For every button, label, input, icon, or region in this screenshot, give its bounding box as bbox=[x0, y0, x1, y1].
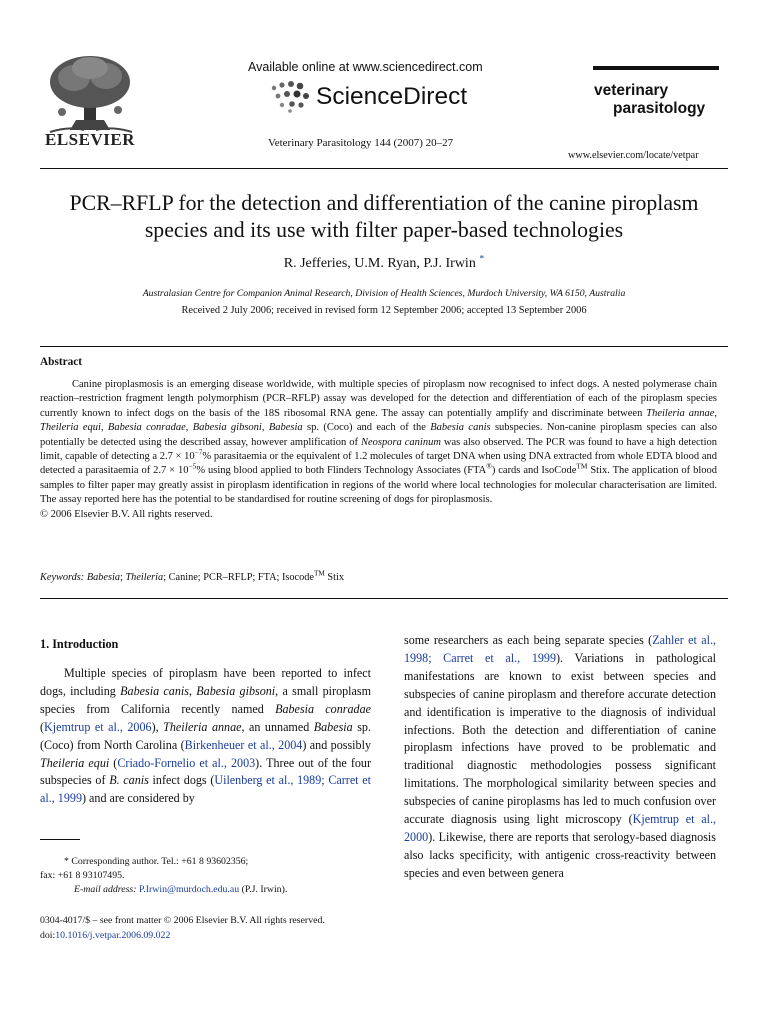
doi-link[interactable]: 10.1016/j.vetpar.2006.09.022 bbox=[55, 930, 171, 941]
reference-link[interactable]: Uilenberg et al., 1989; Carret et al., 1999 bbox=[40, 773, 371, 806]
available-online-text: Available online at www.sciencedirect.com bbox=[248, 60, 483, 74]
abstract-divider bbox=[40, 346, 728, 347]
journal-citation: Veterinary Parasitology 144 (2007) 20–27 bbox=[268, 137, 454, 149]
footnote-line: fax: +61 8 93107495. bbox=[40, 870, 125, 882]
journal-name-line2: parasitology bbox=[613, 100, 706, 117]
reference-link[interactable]: Birkenheuer et al., 2004 bbox=[184, 737, 303, 752]
intro-paragraph-continued: some researchers as each being separate species (Zahler et al., 1998; Carret et al., 1999). Variations in pathological manifestations are known to exist between species and subspecies of canine piroplasm and therefore accurate detection and identification is imperative to the diagnosis of individual infections. Both the detection and differentiation of canine piroplasm infections have proved to be problematic and traditional diagnostic methodologies possess significant limitations. The morphological similarity between species and subspecies of canine piroplasms has led to much confusion over accurate diagnosis using light microscopy (Kjemtrup et al., 2000). Likewise, there are reports that serology-based diagnosis also lacks specificity, with antigenic cross-reactivity between species and even between genera bbox=[404, 633, 716, 880]
journal-name-line1: veterinary bbox=[594, 82, 669, 99]
body-column-left bbox=[40, 665, 371, 808]
page-footer bbox=[40, 913, 540, 943]
abstract-heading: Abstract bbox=[40, 356, 83, 368]
reference-link[interactable]: Kjemtrup et al., 2006 bbox=[44, 719, 152, 734]
reference-link[interactable]: Kjemtrup et al., 2000 bbox=[404, 812, 716, 844]
article-title: PCR–RFLP for the detection and differentiation of the canine piroplasm species and its use with filter paper-based technologies bbox=[69, 191, 699, 242]
sciencedirect-logo bbox=[268, 80, 467, 114]
intro-paragraph: Multiple species of piroplasm have been reported to infect dogs, including Babesia canis, Babesia gibsoni, a small piroplasm species from California recently named Babesia conradae (Kjemtrup et al., 2006), Theileria annae, an unnamed Babesia sp. (Coco) from North Carolina (Birkenheuer et al., 2004) and possibly Theileria equi (Criado-Fornelio et al., 2003). Three out of the four subspecies of B. canis infect dogs (Uilenberg et al., 1989; Carret et al., 1999) and are considered by bbox=[40, 666, 372, 806]
keywords-divider bbox=[40, 598, 728, 599]
author-affiliation: Australasian Centre for Companion Animal Research, Division of Health Sciences, Murdoch University, WA 6150, Australia bbox=[142, 288, 626, 299]
author-names: R. Jefferies, U.M. Ryan, P.J. Irwin bbox=[283, 256, 476, 271]
footnote-email: E-mail address: P.Irwin@murdoch.edu.au (P.J. Irwin). bbox=[74, 884, 288, 896]
sciencedirect-dots-icon bbox=[268, 80, 312, 114]
reference-link[interactable]: Zahler et al., 1998; Carret et al., 1999 bbox=[404, 633, 716, 665]
footnote bbox=[40, 855, 371, 898]
article-history: Received 2 July 2006; received in revised form 12 September 2006; accepted 13 September 2006 bbox=[181, 305, 587, 316]
keywords-label: Keywords: bbox=[40, 572, 85, 583]
abstract-copyright: © 2006 Elsevier B.V. All rights reserved. bbox=[40, 508, 213, 520]
header-divider bbox=[40, 168, 728, 169]
sciencedirect-wordmark: ScienceDirect bbox=[316, 83, 468, 110]
publisher-name: ELSEVIER bbox=[45, 130, 135, 149]
body-column-right bbox=[404, 632, 716, 883]
doi-line: doi:10.1016/j.vetpar.2006.09.022 bbox=[40, 930, 171, 941]
journal-url[interactable]: www.elsevier.com/locate/vetpar bbox=[568, 150, 699, 161]
footnote-line: * Corresponding author. Tel.: +61 8 93602356; bbox=[64, 856, 249, 867]
email-link[interactable]: P.Irwin@murdoch.edu.au bbox=[138, 884, 240, 896]
article-authors bbox=[40, 253, 728, 272]
section-heading-introduction: 1. Introduction bbox=[40, 637, 119, 651]
abstract-paragraph: Canine piroplasmosis is an emerging disease worldwide, with multiple species of piroplasm now recognised to infect dogs. A nested polymerase chain reaction–restriction fragment length polymorphism (PCR–RFLP) assay was developed for the detection and differentiation of each of the piroplasm species currently known to infect dogs on the basis of the 18S ribosomal RNA gene. The assay can potentially amplify and discriminate between Theileria annae, Theileria equi, Babesia conradae, Babesia gibsoni, Babesia sp. (Coco) and each of the Babesia canis subspecies. Non-canine piroplasm species can also potentially be detected using the described assay, however amplification of Neospora caninum was also observed. The PCR was found to have a high detection limit, capable of detecting a $2.7 \times 10^{-7}\%$ parasitaemia or the equivalent of 1.2 molecules of target DNA when using DNA extracted from whole EDTA blood and detected a parasitaemia of $2.7 \times 10^{-5}\%$ using blood applied to both Flinders Technology Associates (FTA®) cards and IsoCode™ Stix. The application of blood samples to filter paper may greatly assist in piroplasm identification in regions of the world where local technologies for molecular characterisation are limited. The assay reported here has the potential to be standardised for routine screening of dogs for piroplasmosis. bbox=[40, 379, 718, 506]
front-matter-line: 0304-4017/$ – see front matter © 2006 Elsevier B.V. All rights reserved. bbox=[40, 915, 325, 926]
keywords: Keywords: Babesia; Theileria; Canine; PCR–RFLP; FTA; Isocode™ Stix bbox=[40, 569, 344, 583]
footnote-divider bbox=[40, 839, 80, 840]
journal-bar bbox=[593, 66, 719, 70]
abstract-text bbox=[40, 378, 717, 522]
corresponding-author-mark[interactable]: * bbox=[479, 253, 485, 265]
reference-link[interactable]: Criado-Fornelio et al., 2003 bbox=[117, 755, 256, 770]
